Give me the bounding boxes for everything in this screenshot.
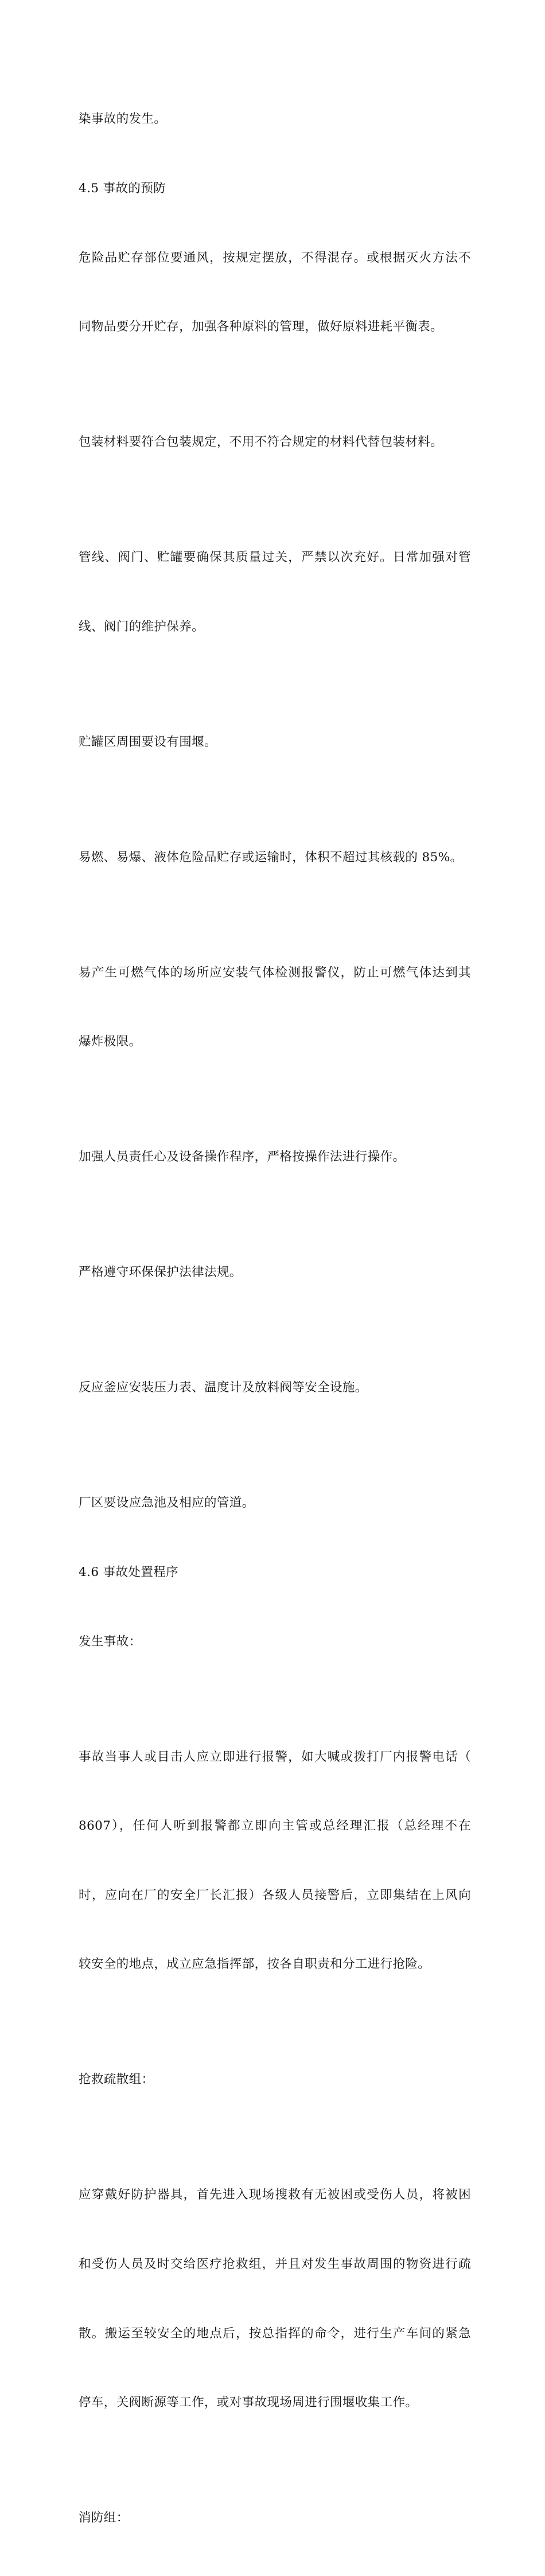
paragraph: [79, 385, 471, 500]
paragraph: [79, 1100, 471, 1215]
paragraph: [79, 915, 471, 1100]
text-line: 爆炸极限。: [79, 1034, 142, 1049]
text-line: 较安全的地点，成立应急指挥部，按各自职责和分工进行抢险。: [79, 1957, 431, 1972]
text-line: 和受伤人员及时交给医疗抢救组，并且对发生事故周围的物资进行疏: [79, 2256, 471, 2271]
heading-text: 4.5 事故的预防: [79, 181, 166, 196]
section-heading-4-5: [79, 177, 471, 200]
document-body: [79, 62, 471, 2576]
text-line: 易产生可燃气体的场所应安装气体检测报警仪，防止可燃气体达到其: [79, 965, 471, 980]
paragraph: [79, 800, 471, 915]
paragraph: [79, 2022, 471, 2138]
text-line: 包装材料要符合包装规定，不用不符合规定的材料代替包装材料。: [79, 435, 443, 450]
text-line: 加强人员责任心及设备操作程序，严格按操作法进行操作。: [79, 1150, 406, 1165]
paragraph: [79, 62, 471, 177]
paragraph: [79, 684, 471, 800]
paragraph: [79, 1446, 471, 1561]
paragraph: [79, 1215, 471, 1330]
text-line: 散。搬运至较安全的地点后，按总指挥的命令，进行生产车间的紧急: [79, 2326, 471, 2341]
paragraph: [79, 200, 471, 385]
text-line: 反应釜应安装压力表、温度计及放料阀等安全设施。: [79, 1380, 368, 1395]
text-line: 抢救疏散组：: [79, 2072, 154, 2087]
paragraph: [79, 1699, 471, 2022]
text-line: 同物品要分开贮存，加强各种原料的管理，做好原料进耗平衡表。: [79, 320, 443, 334]
text-line: 8607），任何人听到报警都立即向主管或总经理汇报（总经理不在: [79, 1819, 471, 1834]
text-line: 停车，关阀断源等工作，或对事故现场周进行围堰收集工作。: [79, 2395, 418, 2410]
text-line: 管线、阀门、贮罐要确保其质量过关，严禁以次充好。日常加强对管: [79, 550, 471, 565]
text-line: 线、阀门的维护保养。: [79, 619, 205, 634]
text-line: 事故当事人或目击人应立即进行报警，如大喊或拨打厂内报警电话（: [79, 1749, 471, 1764]
paragraph: [79, 2461, 471, 2576]
text-line: 危险品贮存部位要通风，按规定摆放，不得混存。或根据灭火方法不: [79, 250, 471, 265]
text-line: 发生事故：: [79, 1634, 142, 1649]
text-line: 厂区要设应急池及相应的管道。: [79, 1496, 255, 1511]
paragraph: [79, 2138, 471, 2461]
paragraph: [79, 500, 471, 685]
text-line: 染事故的发生。: [79, 112, 167, 127]
paragraph: [79, 1330, 471, 1446]
text-line: 贮罐区周围要设有围堰。: [79, 734, 217, 749]
text-line: 时，应向在厂的安全厂长汇报）各级人员接警后，立即集结在上风向: [79, 1888, 471, 1902]
paragraph: [79, 1584, 471, 1699]
section-heading-4-6: [79, 1561, 471, 1584]
text-line: 消防组：: [79, 2511, 129, 2526]
text-line: 应穿戴好防护器具，首先进入现场搜救有无被困或受伤人员，将被困: [79, 2188, 471, 2203]
text-line: 易燃、易爆、液体危险品贮存或运输时，体积不超过其核载的 85%。: [79, 850, 463, 865]
text-line: 严格遵守环保保护法律法规。: [79, 1265, 242, 1280]
heading-text: 4.6 事故处置程序: [79, 1565, 179, 1579]
